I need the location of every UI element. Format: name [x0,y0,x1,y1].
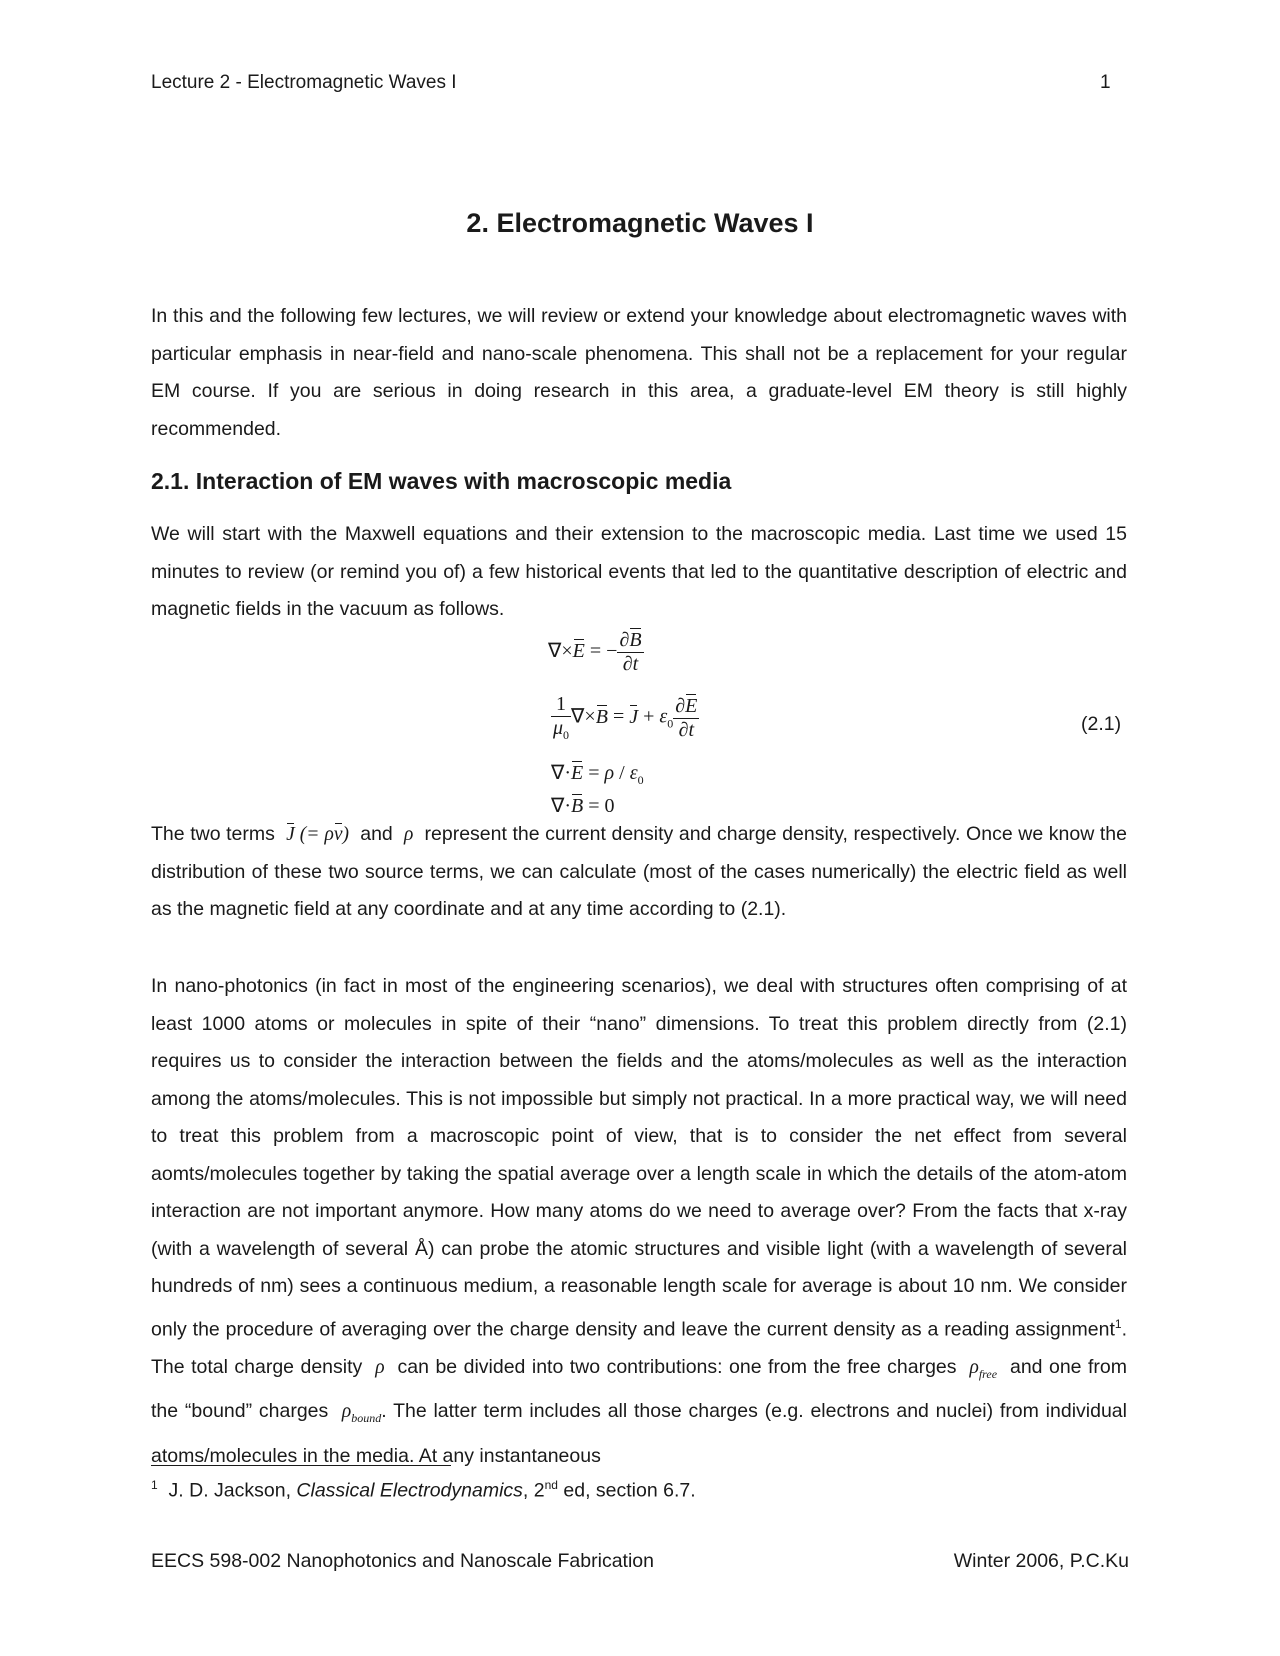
paragraph-3-part-2: . The total charge density [151,1318,1127,1378]
section-paragraph-1: We will start with the Maxwell equations and their extension to the macroscopic media. Last time we used 15 minutes to review (or remind you of) a few historical events that led to the quantitative description of electric and magnetic fields in the vacuum as follows. [151,523,1127,620]
footnote-book-title: Classical Electrodynamics [296,1479,523,1502]
equation-faraday: ∇×E = − $\frac{\partial B}{\partial t}$ [548,629,642,675]
free-charge-symbol: $\rho_{free}$ [969,1356,998,1381]
footnote-number: 1 [151,1478,158,1492]
paragraph-3 [151,968,1127,1475]
footnote-edition: , 2 [522,1479,545,1502]
equation-gauss-electric: $\nabla\cdot E = \rho / \varepsilon_0$ [551,762,644,787]
page-title: 2. Electromagnetic Waves I [466,208,814,238]
running-header: Lecture 2 - Electromagnetic Waves I [151,72,457,93]
equation-ampere: $\frac{1}{\mu_0}$ $\nabla\times B = J + \varepsilon_0$ $\frac{\partial E}{\partial t}$ [553,693,698,742]
footer-course: EECS 598-002 Nanophotonics and Nanoscale Fabrication [151,1550,654,1572]
page-number: 1 [1100,72,1111,93]
paragraph-3-part-3: can be divided into two contributions: one from the free charges [397,1355,957,1378]
footer-term-author: Winter 2006, P.C.Ku [953,1550,1129,1572]
footnote-marker: 1 [1114,1316,1122,1331]
paragraph-3-part-5: . The latter term includes all those charges (e.g. electrons and nuclei) from individual atoms/molecules in the media. At any instantaneous [151,1400,1127,1467]
charge-density-symbol: ρ [403,824,414,845]
bound-charge-symbol: $\rho_{bound}$ [341,1401,382,1425]
equation-reference: (2.1). [740,898,787,920]
charge-density-symbol-2: ρ [375,1356,385,1378]
paragraph-2-part-3: represent the current density and charge density, respectively. Once we know the distribution of these two source terms, we can calculate (most of the cases numerically) the electric field as well as the magnetic field at any coordinate and at any time according to [151,823,1127,920]
paragraph-3-part-1: In nano-photonics (in fact in most of the engineering scenarios), we deal with structures often comprising of at least 1000 atoms or molecules in spite of their “nano” dimensions. To treat this problem directly from (2.1) requires us to consider the interaction between the fields and the atoms/molecules as well as the interaction among the atoms/molecules. This is not impossible but simply not practical. In a more practical way, we will need to treat this problem from a macroscopic point of view, that is to consider the net effect from several aomts/molecules together by taking the spatial average over a length scale in which the details of the atom-atom interaction are not important anymore. How many atoms do we need to average over? From the facts that x-ray (with a wavelength of several Å) can probe the atomic structures and visible light (with a wavelength of several hundreds of nm) sees a continuous medium, a reasonable length scale for average is about 10 nm. We consider only the procedure of averaging over the charge density and leave the current density as a reading assignment [151,975,1127,1340]
current-density-symbol: J (= ρv) [286,824,350,845]
footnote-edition-suffix: nd [544,1478,558,1492]
footnote [151,1478,696,1503]
paragraph-2-part-1: The two terms [151,823,275,845]
footnote-author: J. D. Jackson, [168,1479,291,1502]
intro-paragraph: In this and the following few lectures, we will review or extend your knowledge about electromagnetic waves with particular emphasis in near-field and nano-scale phenomena. This shall not be a replacement for your regular EM course. If you are serious in doing research in this area, a graduate-level EM theory is still highly recommended. [151,305,1127,440]
section-heading: 2.1. Interaction of EM waves with macroscopic media [151,468,732,494]
footnote-rest: ed, section 6.7. [557,1479,696,1502]
equation-label: (2.1) [1081,713,1122,735]
paragraph-2 [151,816,1127,929]
footnote-rule [151,1465,451,1466]
paragraph-2-part-2: and [360,823,393,845]
equation-gauss-magnetic: ∇·B = 0 [551,795,615,817]
paragraph-3-part-4: and one from the “bound” charges [151,1355,1127,1422]
